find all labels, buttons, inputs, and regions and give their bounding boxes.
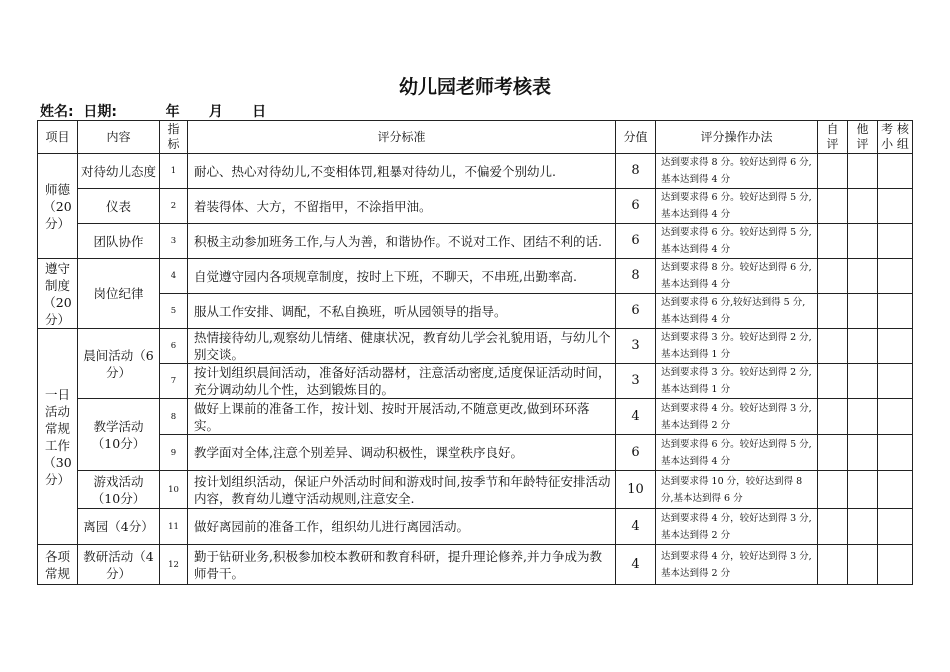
table-row: [38, 364, 913, 399]
row-standard: 自觉遵守园内各项规章制度，按时上下班，不聊天，不串班,出勤率高.: [188, 259, 616, 294]
header-score: 分值: [616, 121, 656, 154]
table-row: [38, 509, 913, 545]
row-index: 6: [160, 329, 188, 364]
self-eval-cell[interactable]: [818, 329, 848, 364]
row-score: 6: [616, 435, 656, 471]
row-index: 11: [160, 509, 188, 545]
row-standard: 按计划组织活动，保证户外活动时间和游戏时间,按季节和年龄特征安排活动内容，教育幼儿遵守活动规则,注意安全.: [188, 471, 616, 509]
group-eval-cell[interactable]: [878, 399, 913, 435]
header-index: 指标: [160, 121, 188, 154]
row-score: 6: [616, 224, 656, 259]
self-eval-cell[interactable]: [818, 545, 848, 585]
row-score: 4: [616, 545, 656, 585]
group-routines: 各项常规: [38, 545, 78, 585]
header-self-eval: 自评: [818, 121, 848, 154]
group-eval-cell[interactable]: [878, 364, 913, 399]
self-eval-cell[interactable]: [818, 364, 848, 399]
row-standard: 耐心、热心对待幼儿,不变相体罚,粗暴对待幼儿，不偏爱个别幼儿.: [188, 154, 616, 189]
peer-eval-cell[interactable]: [848, 154, 878, 189]
row-method: 达到要求得 6 分,较好达到得 5 分,基本达到得 4 分: [656, 294, 818, 329]
content-teaching: 教学活动（10分）: [78, 399, 160, 471]
group-eval-cell[interactable]: [878, 509, 913, 545]
table-row: [38, 259, 913, 294]
group-ethics: 师德（20分）: [38, 154, 78, 259]
row-index: 8: [160, 399, 188, 435]
peer-eval-cell[interactable]: [848, 224, 878, 259]
table-row: [38, 189, 913, 224]
row-standard: 教学面对全体,注意个别差异、调动积极性，课堂秩序良好。: [188, 435, 616, 471]
group-eval-cell[interactable]: [878, 154, 913, 189]
table-row: [38, 471, 913, 509]
row-score: 3: [616, 329, 656, 364]
row-method: 达到要求得 4 分，较好达到得 3 分,基本达到得 2 分: [656, 509, 818, 545]
row-standard: 积极主动参加班务工作,与人为善，和谐协作。不说对工作、团结不利的话.: [188, 224, 616, 259]
peer-eval-cell[interactable]: [848, 545, 878, 585]
group-eval-cell[interactable]: [878, 545, 913, 585]
assessment-table: [37, 120, 913, 585]
row-index: 3: [160, 224, 188, 259]
row-score: 8: [616, 259, 656, 294]
header-row: [38, 121, 913, 154]
header-project: 项目: [38, 121, 78, 154]
self-eval-cell[interactable]: [818, 471, 848, 509]
content-leaving: 离园（4分）: [78, 509, 160, 545]
row-score: 4: [616, 399, 656, 435]
row-index: 5: [160, 294, 188, 329]
name-date-line: 姓名: 日期: 年 月 日: [40, 104, 267, 120]
header-peer-eval: 他评: [848, 121, 878, 154]
peer-eval-cell[interactable]: [848, 259, 878, 294]
content-teamwork: 团队协作: [78, 224, 160, 259]
row-score: 8: [616, 154, 656, 189]
row-method: 达到要求得 4 分，较好达到得 3 分,基本达到得 2 分: [656, 545, 818, 585]
row-index: 7: [160, 364, 188, 399]
group-eval-cell[interactable]: [878, 189, 913, 224]
row-method: 达到要求得 3 分。较好达到得 2 分,基本达到得 1 分: [656, 329, 818, 364]
row-index: 4: [160, 259, 188, 294]
header-method: 评分操作办法: [656, 121, 818, 154]
row-index: 10: [160, 471, 188, 509]
self-eval-cell[interactable]: [818, 224, 848, 259]
row-standard: 做好上课前的准备工作，按计划、按时开展活动,不随意更改,做到环环落实。: [188, 399, 616, 435]
row-index: 2: [160, 189, 188, 224]
peer-eval-cell[interactable]: [848, 294, 878, 329]
row-method: 达到要求得 8 分。较好达到得 6 分,基本达到得 4 分: [656, 259, 818, 294]
self-eval-cell[interactable]: [818, 189, 848, 224]
row-method: 达到要求得 3 分。较好达到得 2 分,基本达到得 1 分: [656, 364, 818, 399]
self-eval-cell[interactable]: [818, 294, 848, 329]
self-eval-cell[interactable]: [818, 154, 848, 189]
row-method: 达到要求得 6 分。较好达到得 5 分,基本达到得 4 分: [656, 224, 818, 259]
group-eval-cell[interactable]: [878, 294, 913, 329]
peer-eval-cell[interactable]: [848, 329, 878, 364]
peer-eval-cell[interactable]: [848, 189, 878, 224]
row-index: 12: [160, 545, 188, 585]
row-standard: 热情接待幼儿,观察幼儿情绪、健康状况，教育幼儿学会礼貌用语，与幼儿个别交谈。: [188, 329, 616, 364]
row-score: 6: [616, 189, 656, 224]
row-standard: 做好离园前的准备工作，组织幼儿进行离园活动。: [188, 509, 616, 545]
content-attitude: 对待幼儿态度: [78, 154, 160, 189]
row-index: 1: [160, 154, 188, 189]
group-eval-cell[interactable]: [878, 259, 913, 294]
row-method: 达到要求得 4 分。较好达到得 3 分,基本达到得 2 分: [656, 399, 818, 435]
row-score: 6: [616, 294, 656, 329]
row-standard: 按计划组织晨间活动，准备好活动器材，注意活动密度,适度保证活动时间，充分调动幼儿个性，达到锻炼目的。: [188, 364, 616, 399]
content-discipline: 岗位纪律: [78, 259, 160, 329]
self-eval-cell[interactable]: [818, 259, 848, 294]
content-appearance: 仪表: [78, 189, 160, 224]
group-daily-routine: 一日活动常规工作（30分）: [38, 329, 78, 545]
group-rules: 遵守制度（20分）: [38, 259, 78, 329]
content-morning: 晨间活动（6分）: [78, 329, 160, 399]
peer-eval-cell[interactable]: [848, 435, 878, 471]
row-method: 达到要求得 6 分。较好达到得 5 分,基本达到得 4 分: [656, 189, 818, 224]
table-row: [38, 294, 913, 329]
peer-eval-cell[interactable]: [848, 471, 878, 509]
table-row: [38, 154, 913, 189]
row-score: 4: [616, 509, 656, 545]
row-score: 3: [616, 364, 656, 399]
content-games: 游戏活动（10分）: [78, 471, 160, 509]
row-method: 达到要求得 8 分。较好达到得 6 分,基本达到得 4 分: [656, 154, 818, 189]
group-eval-cell[interactable]: [878, 224, 913, 259]
row-score: 10: [616, 471, 656, 509]
self-eval-cell[interactable]: [818, 435, 848, 471]
self-eval-cell[interactable]: [818, 509, 848, 545]
table-row: [38, 224, 913, 259]
table-row: [38, 545, 913, 585]
row-standard: 勤于钻研业务,积极参加校本教研和教育科研，提升理论修养,并力争成为教师骨干。: [188, 545, 616, 585]
peer-eval-cell[interactable]: [848, 364, 878, 399]
row-method: 达到要求得 6 分。较好达到得 5 分,基本达到得 4 分: [656, 435, 818, 471]
header-assess-group: 考 核 小 组: [878, 121, 913, 154]
table-row: [38, 435, 913, 471]
row-standard: 着装得体、大方，不留指甲，不涂指甲油。: [188, 189, 616, 224]
row-method: 达到要求得 10 分，较好达到得 8 分,基本达到得 6 分: [656, 471, 818, 509]
content-research: 教研活动（4分）: [78, 545, 160, 585]
row-index: 9: [160, 435, 188, 471]
row-standard: 服从工作安排、调配，不私自换班，听从园领导的指导。: [188, 294, 616, 329]
peer-eval-cell[interactable]: [848, 399, 878, 435]
self-eval-cell[interactable]: [818, 399, 848, 435]
group-eval-cell[interactable]: [878, 471, 913, 509]
header-standard: 评分标准: [188, 121, 616, 154]
header-content: 内容: [78, 121, 160, 154]
page-title: 幼儿园老师考核表: [398, 76, 551, 98]
table-row: [38, 399, 913, 435]
group-eval-cell[interactable]: [878, 329, 913, 364]
peer-eval-cell[interactable]: [848, 509, 878, 545]
group-eval-cell[interactable]: [878, 435, 913, 471]
table-row: [38, 329, 913, 364]
